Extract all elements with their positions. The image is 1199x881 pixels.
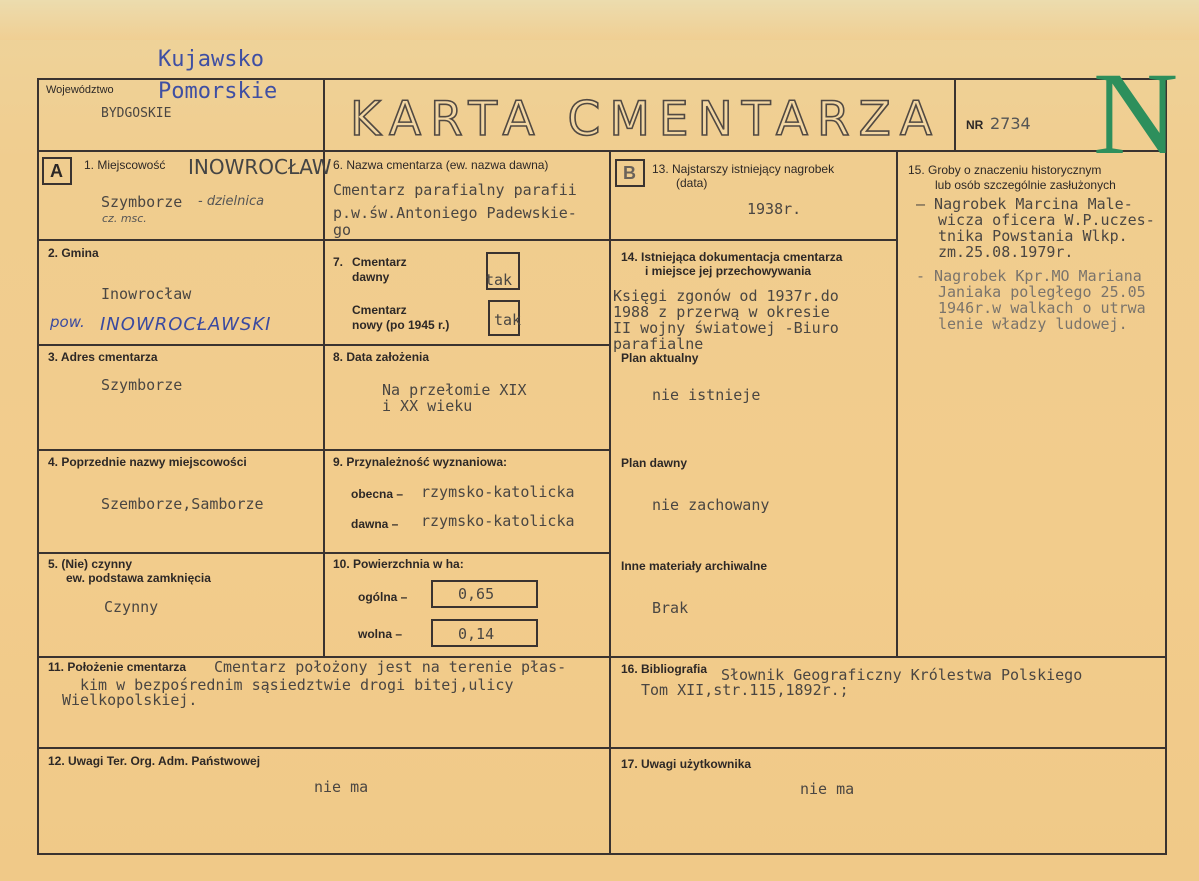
plan-current-label: Plan aktualny bbox=[621, 351, 699, 365]
field-7-old-value: tak bbox=[485, 271, 513, 289]
field-1-handwritten: - dzielnica bbox=[198, 194, 265, 209]
field-12-label: 12. Uwagi Ter. Org. Adm. Państwowej bbox=[48, 754, 261, 768]
field-14-line-2: 1988 z przerwą w okresie bbox=[613, 303, 830, 321]
other-materials-label: Inne materiały archiwalne bbox=[621, 559, 768, 573]
plan-current-value: nie istnieje bbox=[652, 386, 761, 404]
plan-old-label: Plan dawny bbox=[621, 456, 688, 470]
field-15-entry-1-line-2: wicza oficera W.P.uczes- bbox=[938, 211, 1155, 229]
field-15-entry-2-line-3: 1946r.w walkach o utrwa bbox=[938, 299, 1146, 317]
field-14-line-4: parafialne bbox=[613, 335, 704, 353]
field-2-value: Inowrocław bbox=[101, 285, 192, 303]
field-16-line-2: Tom XII,str.115,1892r.; bbox=[641, 681, 849, 699]
section-b-letter: B bbox=[623, 163, 636, 183]
row-divider-4 bbox=[37, 552, 611, 554]
field-15-entry-2-line-1: - Nagrobek Kpr.MO Mariana bbox=[916, 267, 1142, 285]
field-11-label: 11. Położenie cmentarza bbox=[48, 660, 187, 674]
field-2-hand-value: INOWROCŁAWSKI bbox=[100, 314, 272, 335]
field-7-new-value: tak bbox=[494, 311, 522, 329]
field-10-total-value: 0,65 bbox=[458, 585, 495, 603]
field-5-label-2: ew. podstawa zamknięcia bbox=[66, 571, 211, 585]
field-1-label: 1. Miejscowość bbox=[84, 158, 166, 172]
field-6-line-2: p.w.św.Antoniego Padewskie- bbox=[333, 204, 577, 222]
field-17-label: 17. Uwagi użytkownika bbox=[621, 757, 752, 771]
field-9-label: 9. Przynależność wyznaniowa: bbox=[333, 455, 508, 469]
field-4-label: 4. Poprzednie nazwy miejscowości bbox=[48, 455, 247, 469]
field-6-line-1: Cmentarz parafialny parafii bbox=[333, 181, 577, 199]
field-14-line-3: II wojny światowej -Biuro bbox=[613, 319, 839, 337]
border-left bbox=[37, 78, 39, 855]
plan-old-value: nie zachowany bbox=[652, 496, 770, 514]
field-10-total-label: ogólna – bbox=[358, 590, 408, 604]
field-14-line-1: Księgi zgonów od 1937r.do bbox=[613, 287, 839, 305]
field-7-old-label-2: dawny bbox=[352, 270, 390, 284]
field-15-entry-1-line-4: zm.25.08.1979r. bbox=[938, 243, 1074, 261]
row-divider-b1 bbox=[609, 239, 898, 241]
category-mark: N bbox=[1093, 48, 1179, 179]
section-a-letter: A bbox=[50, 161, 63, 181]
field-9-current-value: rzymsko-katolicka bbox=[421, 483, 575, 501]
voivodeship-value: BYDGOSKIE bbox=[101, 106, 172, 121]
header-divider bbox=[37, 150, 1167, 152]
field-7-old-label-1: Cmentarz bbox=[352, 255, 407, 269]
field-12-value: nie ma bbox=[314, 778, 369, 796]
field-1-value-2: Szymborze bbox=[101, 193, 183, 211]
row-divider-6 bbox=[37, 747, 1167, 749]
row-divider-2 bbox=[37, 344, 611, 346]
field-11-line-1: Cmentarz położony jest na terenie płas- bbox=[214, 658, 567, 676]
field-8-line-2: i XX wieku bbox=[382, 397, 473, 415]
field-2-label: 2. Gmina bbox=[48, 246, 99, 260]
field-8-line-1: Na przełomie XIX bbox=[382, 381, 527, 399]
region-stamp-line2: Pomorskie bbox=[158, 79, 278, 104]
card-title: KARTA CMENTARZA bbox=[350, 92, 941, 147]
field-16-label: 16. Bibliografia bbox=[621, 662, 708, 676]
field-13-label-1: 13. Najstarszy istniejący nagrobek bbox=[652, 162, 835, 176]
col-divider-3 bbox=[896, 150, 898, 658]
nr-divider bbox=[954, 78, 956, 152]
border-bottom bbox=[37, 853, 1167, 855]
field-10-free-value: 0,14 bbox=[458, 625, 495, 643]
other-materials-value: Brak bbox=[652, 599, 689, 617]
field-3-value: Szymborze bbox=[101, 376, 183, 394]
field-9-current-label: obecna – bbox=[351, 487, 404, 501]
field-15-entry-2-line-2: Janiaka poległego 25.05 bbox=[938, 283, 1146, 301]
voivodeship-label: Województwo bbox=[46, 84, 114, 96]
field-11-line-2: kim w bezpośrednim sąsiedztwie drogi bitej,ulicy bbox=[80, 676, 514, 694]
nr-value: 2734 bbox=[990, 114, 1031, 133]
field-5-value: Czynny bbox=[104, 598, 159, 616]
region-stamp-line1: Kujawsko bbox=[158, 47, 264, 72]
field-1-value: INOWROCŁAW bbox=[188, 155, 332, 179]
nr-label: NR bbox=[966, 118, 984, 132]
field-15-entry-1-line-1: – Nagrobek Marcina Male- bbox=[916, 195, 1133, 213]
field-15-label-2: lub osób szczególnie zasłużonych bbox=[935, 178, 1116, 192]
field-6-label: 6. Nazwa cmentarza (ew. nazwa dawna) bbox=[333, 158, 549, 172]
border-right bbox=[1165, 78, 1167, 855]
field-13-label-2: (data) bbox=[676, 176, 708, 190]
field-13-value: 1938r. bbox=[747, 200, 802, 218]
field-10-label: 10. Powierzchnia w ha: bbox=[333, 557, 464, 571]
field-9-former-value: rzymsko-katolicka bbox=[421, 512, 575, 530]
field-5-label-1: 5. (Nie) czynny bbox=[48, 557, 133, 571]
row-divider-1 bbox=[37, 239, 611, 241]
field-8-label: 8. Data założenia bbox=[333, 350, 430, 364]
field-6-line-3: go bbox=[333, 221, 352, 239]
field-9-former-label: dawna – bbox=[351, 517, 399, 531]
field-7-label: 7. bbox=[333, 255, 344, 269]
field-11-line-3: Wielkopolskiej. bbox=[62, 691, 198, 709]
field-17-value: nie ma bbox=[800, 780, 855, 798]
field-15-label-1: 15. Groby o znaczeniu historycznym bbox=[908, 163, 1102, 177]
row-divider-5 bbox=[37, 656, 1167, 658]
field-7-new-label-2: nowy (po 1945 r.) bbox=[352, 318, 450, 332]
field-4-value: Szemborze,Samborze bbox=[101, 495, 264, 513]
field-1-handwritten-2: cz. msc. bbox=[102, 212, 147, 225]
field-3-label: 3. Adres cmentarza bbox=[48, 350, 158, 364]
field-16-line-1: Słownik Geograficzny Królestwa Polskiego bbox=[721, 666, 1083, 684]
field-14-label-1: 14. Istniejąca dokumentacja cmentarza bbox=[621, 250, 843, 264]
field-2-hand-prefix: pow. bbox=[50, 313, 85, 331]
field-15-entry-2-line-4: lenie władzy ludowej. bbox=[938, 315, 1128, 333]
field-15-entry-1-line-3: tnika Powstania Wlkp. bbox=[938, 227, 1128, 245]
row-divider-3 bbox=[37, 449, 611, 451]
field-10-free-label: wolna – bbox=[358, 627, 403, 641]
field-7-new-label-1: Cmentarz bbox=[352, 303, 407, 317]
field-14-label-2: i miejsce jej przechowywania bbox=[645, 264, 812, 278]
